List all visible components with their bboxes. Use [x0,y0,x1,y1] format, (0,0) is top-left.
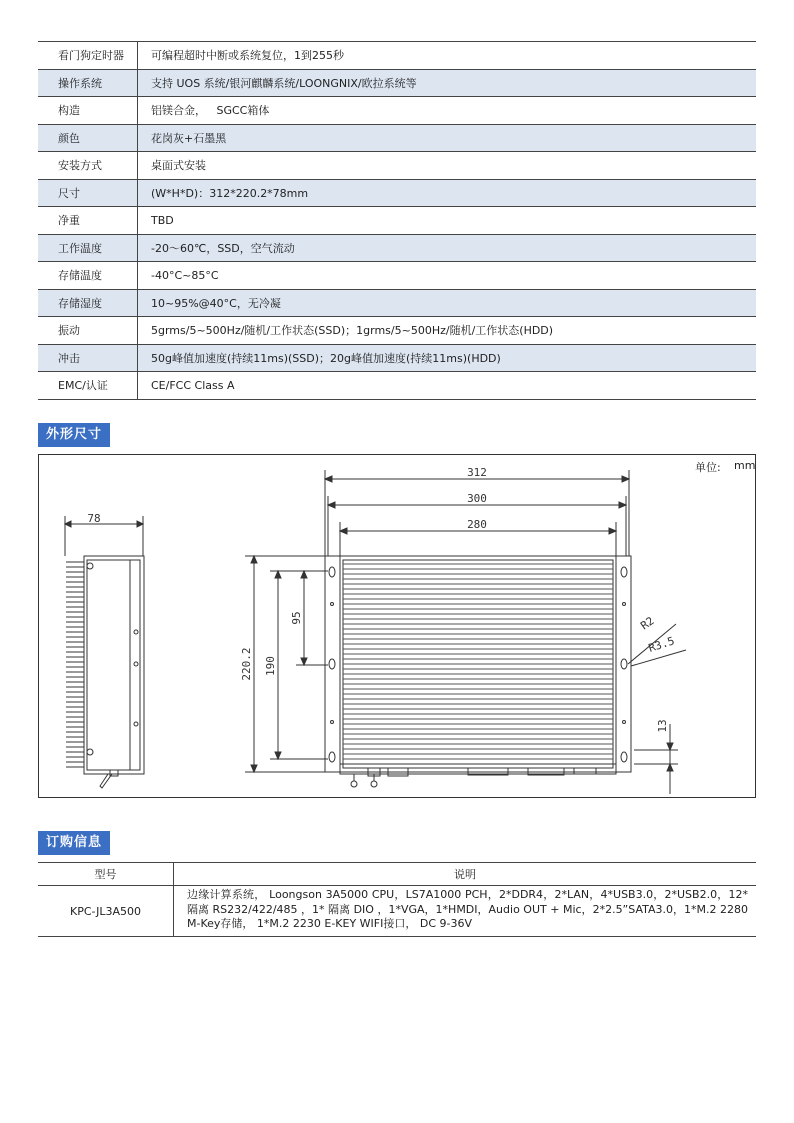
spec-value: 桌面式安装 [151,159,206,173]
header-model: 型号 [38,863,174,885]
front-view [245,470,686,794]
dim-body-width-label: 280 [467,518,487,531]
spec-value: 支持 UOS 系统/银河麒麟系统/LOONGNIX/欧拉系统等 [151,76,417,90]
spec-value: -20～60℃，SSD，空气流动 [151,241,295,255]
order-description: 边缘计算系统， Loongson 3A5000 CPU，LS7A1000 PCH，2*DDR4，2*LAN，4*USB3.0，2*USB2.0，12* 隔离 RS232/422/485 ，1* 隔离 DIO ，1*VGA，1*HMDI，Audio OUT + Mic，2*2.5”SATA3.0，1*M.2 2280 M-Key存储， 1*M.2 2230 E-KEY WIFI接口， DC 9-36V [187,888,748,930]
spec-value: 可编程超时中断或系统复位，1到255秒 [151,49,344,63]
spec-row-weight [38,207,756,235]
spec-value: 铝镁合金， SGCC箱体 [151,104,270,118]
spec-value: CE/FCC Class A [151,378,235,392]
spec-value: 5grms/5~500Hz/随机/工作状态(SSD)；1grms/5~500Hz/随机/工作状态(HDD) [151,324,554,338]
spec-label: 构造 [38,97,138,124]
spec-value: 50g峰值加速度(持续11ms)(SSD)；20g峰值加速度(持续11ms)(HDD) [151,351,501,365]
spec-row-shock [38,345,756,373]
side-view [65,516,144,788]
section-title-dimensions: 外形尺寸 [38,423,110,447]
front-fins [343,564,613,759]
spec-value: -40°C~85°C [151,268,219,282]
spec-value: TBD [151,213,174,227]
dim-mount-width-label: 300 [467,492,487,505]
spec-row-emc [38,372,756,400]
spec-row-storage-humidity [38,290,756,318]
spec-value: 花岗灰+石墨黑 [151,131,227,145]
dim-total-height-label: 220.2 [240,647,253,681]
spec-row-size [38,180,756,208]
spec-label: EMC/认证 [38,372,138,399]
spec-label: 净重 [38,207,138,234]
dim-mount-height-label: 190 [264,656,277,676]
spec-row-mounting [38,152,756,180]
dim-radius-small-label: R2 [638,614,657,633]
spec-label: 工作温度 [38,235,138,262]
unit-label: 单位: [695,461,721,474]
order-model: KPC-JL3A500 [38,886,174,936]
spec-label: 振动 [38,317,138,344]
dim-total-width-label: 312 [467,466,487,479]
spec-label: 冲击 [38,345,138,372]
spec-value: (W*H*D)：312*220.2*78mm [151,186,309,200]
spec-label: 看门狗定时器 [38,42,138,69]
header-description: 说明 [454,868,476,881]
order-table [38,862,756,937]
spec-row-vibration [38,317,756,345]
spec-row-storage-temp [38,262,756,290]
dim-slot-offset-label: 13 [656,719,669,733]
dim-depth-label: 78 [87,512,101,525]
spec-row-watchdog [38,42,756,70]
dim-radius-large-label: R3.5 [646,634,677,655]
spec-label: 存储温度 [38,262,138,289]
spec-row-construction [38,97,756,125]
spec-row-os [38,70,756,98]
dim-half-height-label: 95 [290,611,303,625]
dimension-drawing [38,454,756,798]
spec-label: 安装方式 [38,152,138,179]
spec-label: 尺寸 [38,180,138,207]
spec-label: 操作系统 [38,70,138,97]
spec-row-operating-temp [38,235,756,263]
spec-label: 存储湿度 [38,290,138,317]
spec-value: 10~95%@40°C，无冷凝 [151,296,281,310]
spec-label: 颜色 [38,125,138,152]
order-table-header [38,863,756,886]
spec-table [38,41,756,400]
spec-row-color [38,125,756,153]
unit-value: mm [734,459,756,472]
section-title-order: 订购信息 [38,831,110,855]
table-row [38,886,756,937]
